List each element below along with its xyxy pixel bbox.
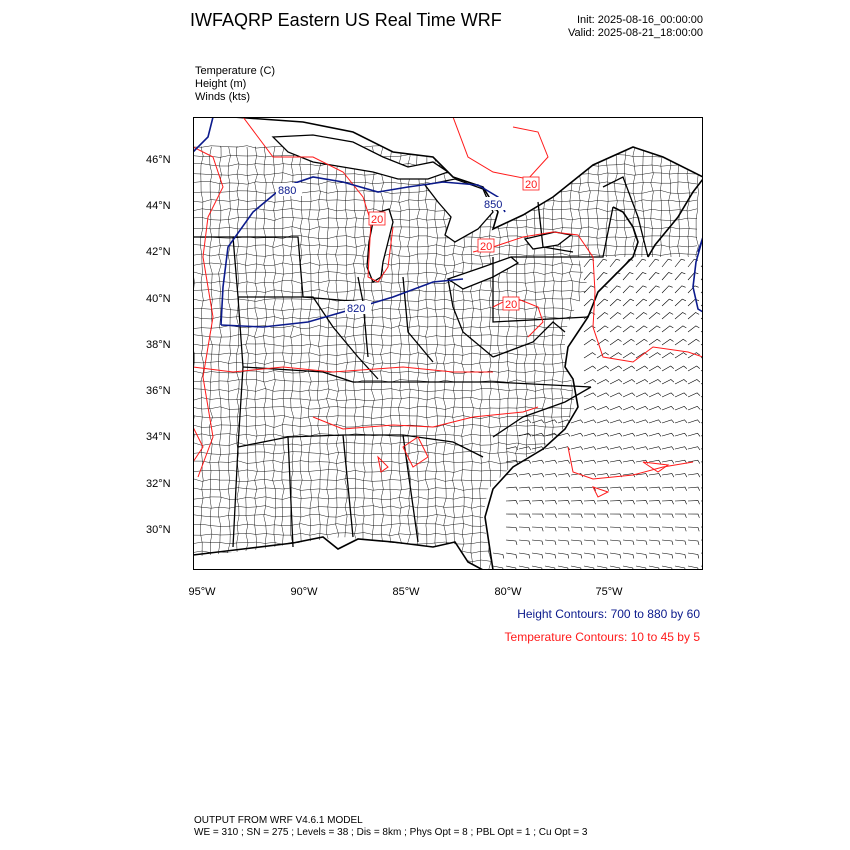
lat-label-32: 32°N <box>146 478 171 490</box>
model-info-line2: WE = 310 ; SN = 275 ; Levels = 38 ; Dis = 8km ; Phys Opt = 8 ; PBL Opt = 1 ; Cu Opt = 3 <box>194 827 588 838</box>
lat-label-36: 36°N <box>146 385 171 397</box>
lon-label-75: 75°W <box>595 586 623 598</box>
temp-label-20-b: 20 <box>525 179 538 191</box>
lat-label-34: 34°N <box>146 431 171 443</box>
model-info-line1: OUTPUT FROM WRF V4.6.1 MODEL <box>194 815 363 826</box>
model-info <box>194 815 587 839</box>
page-title: IWFAQRP Eastern US Real Time WRF <box>190 10 502 30</box>
field-list <box>195 65 275 104</box>
init-time: Init: 2025-08-16_00:00:00 <box>577 14 703 26</box>
lat-label-46: 46°N <box>146 154 171 166</box>
temp-label-20-c: 20 <box>480 241 493 253</box>
lat-label-42: 42°N <box>146 246 171 258</box>
legend-temperature: Temperature Contours: 10 to 45 by 5 <box>504 630 700 644</box>
lon-label-80: 80°W <box>494 586 522 598</box>
legend-height: Height Contours: 700 to 880 by 60 <box>517 607 700 621</box>
field-temperature: Temperature (C) <box>195 65 276 77</box>
height-label-880: 880 <box>278 185 297 197</box>
lon-label-95: 95°W <box>188 586 216 598</box>
valid-time: Valid: 2025-08-21_18:00:00 <box>568 27 703 39</box>
lon-label-90: 90°W <box>290 586 318 598</box>
lat-label-40: 40°N <box>146 293 171 305</box>
lat-label-44: 44°N <box>146 200 171 212</box>
run-times <box>568 14 703 40</box>
lat-label-38: 38°N <box>146 339 171 351</box>
temp-label-20-d: 20 <box>505 299 518 311</box>
height-label-820: 820 <box>347 303 366 315</box>
height-label-850: 850 <box>484 199 503 211</box>
lon-label-85: 85°W <box>392 586 420 598</box>
weather-map[interactable] <box>193 117 703 570</box>
field-winds: Winds (kts) <box>195 91 250 103</box>
field-height: Height (m) <box>195 78 247 90</box>
temp-label-20-a: 20 <box>371 214 384 226</box>
lat-label-30: 30°N <box>146 524 171 536</box>
